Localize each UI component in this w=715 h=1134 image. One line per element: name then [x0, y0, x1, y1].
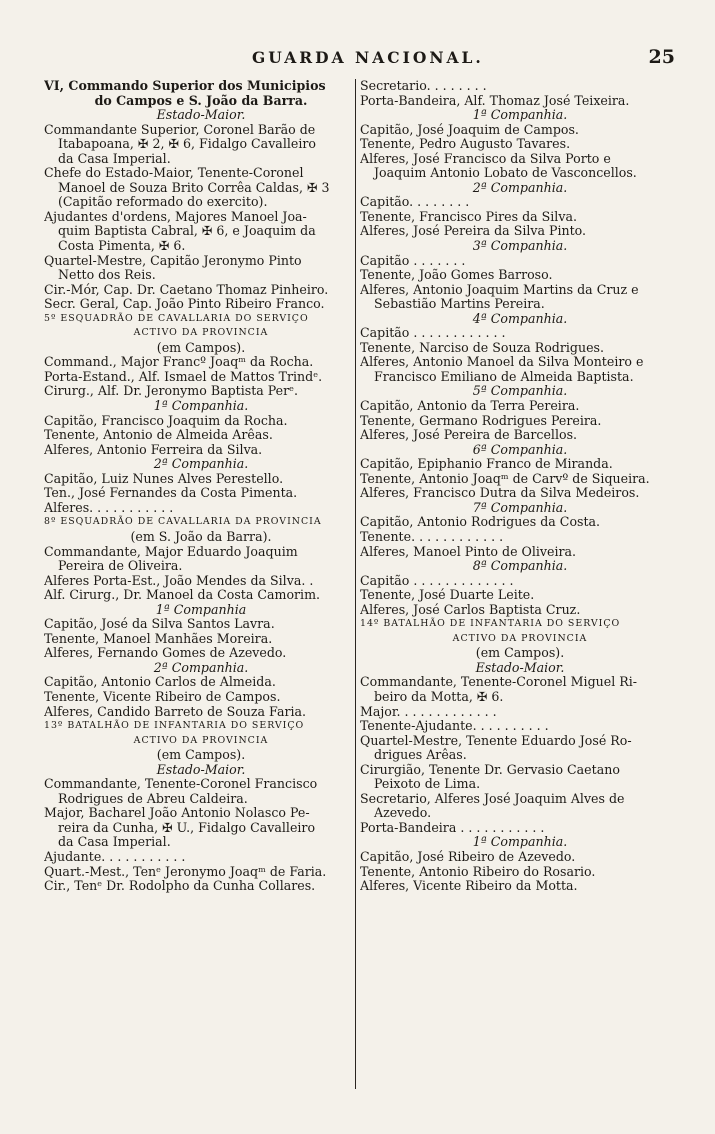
text-line: Sebastião Martins Pereira. — [374, 297, 545, 312]
text-line: 1ª Companhia. — [472, 108, 568, 123]
text-line: Alferes, Candido Barreto de Souza Faria. — [44, 704, 307, 719]
text-line: Cirurgião, Tenente Dr. Gervasio Caetano — [360, 762, 620, 777]
text-line: Secretario, Alferes José Joaquim Alves de — [360, 791, 625, 806]
text-line: Tenente, José Duarte Leite. — [360, 588, 535, 603]
text-line: Tenente, Antonio Joaqᵐ de Carvº de Siqueira. — [360, 471, 650, 486]
text-line: Ajudantes d'ordens, Majores Manoel Joa- — [44, 209, 307, 224]
text-line: Rodrigues de Abreu Caldeira. — [58, 791, 248, 806]
text-line: 2ª Companhia. — [153, 660, 249, 675]
text-line: Quartel-Mestre, Tenente Eduardo José Ro- — [360, 733, 632, 748]
text-line: Tenente. . . . . . . . . . . . — [360, 529, 504, 544]
text-line: Tenente, Francisco Pires da Silva. — [360, 209, 577, 224]
text-line: Costa Pimenta, ✠ 6. — [58, 239, 186, 254]
text-line: beiro da Motta, ✠ 6. — [374, 689, 504, 704]
text-line: Capitão, Antonio Carlos de Almeida. — [44, 675, 276, 690]
text-line: Alferes, José Pereira de Barcellos. — [360, 428, 578, 443]
text-line: Netto dos Reis. — [58, 268, 156, 283]
text-line: Estado-Maior. — [156, 108, 246, 123]
text-line: Capitão, Epiphanio Franco de Miranda. — [360, 457, 613, 472]
text-line: 8ª Companhia. — [472, 559, 568, 574]
text-line: (em Campos). — [475, 646, 565, 661]
text-line: 5º ESQUADRÃO DE CAVALLARIA DO SERVIÇO — [44, 312, 309, 324]
text-line: Major, Bacharel João Antonio Nolasco Pe- — [44, 806, 310, 821]
text-line: Capitão, Antonio da Terra Pereira. — [360, 399, 580, 414]
page-number: 25 — [648, 46, 675, 68]
text-line: Quartel-Mestre, Capitão Jeronymo Pinto — [44, 253, 302, 268]
text-line: Tenente-Ajudante. . . . . . . . . . — [360, 719, 549, 734]
text-line: reira da Cunha, ✠ U., Fidalgo Cavalleiro — [58, 820, 316, 835]
text-line: Alferes, José Francisco da Silva Porto e — [360, 151, 611, 166]
text-line: Capitão . . . . . . . — [360, 253, 466, 268]
text-line: ACTIVO DA PROVINCIA — [452, 632, 588, 644]
text-line: Alferes, Francisco Dutra da Silva Medeiros. — [360, 486, 640, 501]
text-line: Itabapoana, ✠ 2, ✠ 6, Fidalgo Cavalleiro — [58, 137, 316, 152]
text-line: Tenente, João Gomes Barroso. — [360, 268, 553, 283]
text-line: Azevedo. — [374, 806, 432, 821]
text-line: Capitão, Francisco Joaquim da Rocha. — [44, 413, 288, 428]
text-line: Joaquim Antonio Lobato de Vasconcellos. — [374, 166, 637, 181]
text-line: Alferes, José Carlos Baptista Cruz. — [360, 602, 581, 617]
text-line: Tenente, Manoel Manhães Moreira. — [44, 631, 273, 646]
text-line: Alferes, Fernando Gomes de Azevedo. — [44, 646, 287, 661]
text-line: 7ª Companhia. — [472, 500, 568, 515]
text-line: (em S. João da Barra). — [130, 529, 272, 544]
text-line: 13º BATALHÃO DE INFANTARIA DO SERVIÇO — [44, 720, 305, 732]
text-line: Commandante, Tenente-Coronel Francisco — [44, 777, 318, 792]
text-line: 2ª Companhia. — [153, 457, 249, 472]
text-line: Porta-Bandeira, Alf. Thomaz José Teixeira. — [360, 93, 630, 108]
text-line: 1ª Companhia — [155, 602, 247, 617]
text-line: Ajudante. . . . . . . . . . . — [44, 849, 186, 864]
text-line: Pereira de Oliveira. — [58, 559, 183, 574]
text-line: Major. . . . . . . . . . . . . — [360, 704, 497, 719]
text-line: Commandante Superior, Coronel Barão de — [44, 122, 316, 137]
text-line: Porta-Bandeira . . . . . . . . . . . — [360, 820, 545, 835]
text-line: Tenente, Germano Rodrigues Pereira. — [360, 413, 602, 428]
text-line: Alferes, José Pereira da Silva Pinto. — [360, 224, 587, 239]
text-line: da Casa Imperial. — [58, 151, 171, 166]
text-line: VI, Commando Superior dos Municipios — [44, 79, 326, 93]
text-line: da Casa Imperial. — [58, 835, 171, 850]
text-line: ACTIVO DA PROVINCIA — [133, 734, 269, 746]
text-line: (Capitão reformado do exercito). — [58, 195, 268, 210]
text-line: Alf. Cirurg., Dr. Manoel da Costa Camorim. — [44, 588, 321, 603]
text-line: Alferes. . . . . . . . . . . — [44, 500, 174, 515]
text-line: Estado-Maior. — [156, 762, 246, 777]
text-line: Secr. Geral, Cap. João Pinto Ribeiro Franco. — [44, 297, 325, 312]
text-line: Capitão, José Ribeiro de Azevedo. — [360, 849, 576, 864]
text-line: (em Campos). — [156, 340, 246, 355]
text-line: Peixoto de Lima. — [374, 777, 481, 792]
text-line: Tenente, Pedro Augusto Tavares. — [360, 137, 571, 152]
text-line: 8º ESQUADRÃO DE CAVALLARIA DA PROVINCIA — [44, 516, 322, 528]
text-line: Francisco Emiliano de Almeida Baptista. — [374, 369, 634, 384]
text-line: Alferes, Antonio Manoel da Silva Monteiro e — [360, 355, 644, 370]
text-line: Ten., José Fernandes da Costa Pimenta. — [44, 486, 298, 501]
text-line: Alferes, Antonio Ferreira da Silva. — [44, 442, 263, 457]
text-line: Capitão, José Joaquim de Campos. — [360, 122, 579, 137]
running-header — [0, 48, 715, 72]
text-line: Tenente, Vicente Ribeiro de Campos. — [44, 689, 281, 704]
text-line: Alferes, Antonio Joaquim Martins da Cruz e — [360, 282, 639, 297]
text-line: Alferes, Manoel Pinto de Oliveira. — [360, 544, 577, 559]
text-line: 5ª Companhia. — [472, 384, 568, 399]
text-line: Capitão, Luiz Nunes Alves Perestello. — [44, 471, 284, 486]
text-line: ACTIVO DA PROVINCIA — [133, 327, 269, 339]
text-line: Porta-Estand., Alf. Ismael de Mattos Trindᵉ. — [44, 369, 323, 384]
text-line: Alferes Porta-Est., João Mendes da Silva. . — [44, 573, 314, 588]
text-line: Capitão, José da Silva Santos Lavra. — [44, 617, 275, 632]
text-line: 1ª Companhia. — [472, 835, 568, 850]
text-line: Commandante, Tenente-Coronel Miguel Ri- — [360, 675, 638, 690]
text-line: Alferes, Vicente Ribeiro da Motta. — [360, 879, 578, 894]
text-line: Capitão . . . . . . . . . . . . — [360, 326, 506, 341]
right-column — [360, 79, 680, 894]
text-line: drigues Arêas. — [374, 748, 467, 763]
text-line: Tenente, Antonio Ribeiro do Rosario. — [360, 864, 596, 879]
text-line: Commandante, Major Eduardo Joaquim — [44, 544, 298, 559]
text-line: Capitão . . . . . . . . . . . . . — [360, 573, 514, 588]
text-line: Chefe do Estado-Maior, Tenente-Coronel — [44, 166, 304, 181]
text-line: Cir., Tenᵉ Dr. Rodolpho da Cunha Collares. — [44, 879, 316, 894]
text-line: Estado-Maior. — [475, 660, 565, 675]
text-line: Secretario. . . . . . . . — [360, 79, 487, 93]
text-line: quim Baptista Cabral, ✠ 6, e Joaquim da — [58, 224, 316, 239]
text-line: 6ª Companhia. — [472, 442, 568, 457]
text-line: 14º BATALHÃO DE INFANTARIA DO SERVIÇO — [360, 618, 621, 630]
text-line: Tenente, Narciso de Souza Rodrigues. — [360, 340, 604, 355]
text-line: Cir.-Mór, Cap. Dr. Caetano Thomaz Pinheiro. — [44, 282, 329, 297]
header-title: GUARDA NACIONAL. — [252, 48, 484, 67]
text-line: Command., Major Francº Joaqᵐ da Rocha. — [44, 355, 314, 370]
text-line: Cirurg., Alf. Dr. Jeronymo Baptista Perᵉ. — [44, 384, 299, 399]
text-line: Tenente, Antonio de Almeida Arêas. — [44, 428, 273, 443]
text-line: Capitão. . . . . . . . — [360, 195, 470, 210]
text-line: 4ª Companhia. — [472, 311, 568, 326]
text-line: 2ª Companhia. — [472, 180, 568, 195]
left-column — [44, 79, 358, 894]
text-line: Quart.-Mest., Tenᵉ Jeronymo Joaqᵐ de Faria. — [44, 864, 327, 879]
text-line: Capitão, Antonio Rodrigues da Costa. — [360, 515, 601, 530]
text-line: do Campos e S. João da Barra. — [94, 93, 308, 108]
text-line: (em Campos). — [156, 748, 246, 763]
text-line: 1ª Companhia. — [153, 399, 249, 414]
text-line: 3ª Companhia. — [472, 239, 568, 254]
text-line: Manoel de Souza Brito Corrêa Caldas, ✠ 3 — [58, 180, 330, 195]
